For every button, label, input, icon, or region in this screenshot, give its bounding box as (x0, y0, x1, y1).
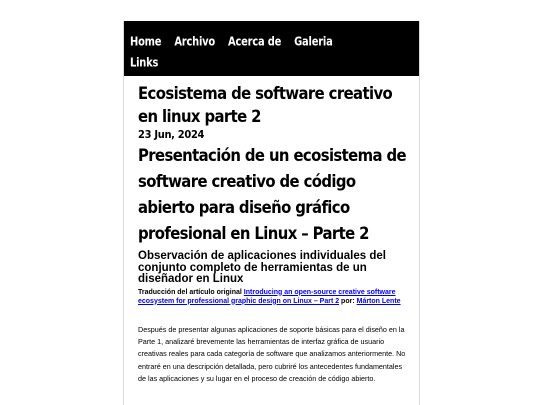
nav-link-archivo[interactable]: Archivo (174, 34, 216, 49)
translation-credit (138, 288, 406, 306)
page-container (123, 21, 420, 405)
credit-prefix: Traducción del artículo original (138, 288, 244, 296)
original-article-link[interactable]: Introducing an open-source creative software ecosystem for professional graphic design on Linux – Part 2 (138, 288, 396, 305)
nav-link-home[interactable]: Home (130, 34, 162, 49)
author-link[interactable]: Márton Lente (356, 297, 401, 305)
nav-row-1 (130, 31, 413, 52)
body-paragraph: Después de presentar algunas aplicaciones de soporte básicas para el diseño en la Parte 1, analizaré brevemente las herramientas de interfaz gráfica de usuario creativas reales para cada categoría de software que analizamos anteriormente. No entraré en una descripción detallada, pero cubriré los antecedentes fundamentales de las aplicaciones y su lugar en el proceso de creación de código abierto. (138, 324, 406, 384)
section-heading: Observación de aplicaciones individuales del conjunto completo de herramientas de un diseñador en Linux (138, 250, 386, 285)
nav-row-2 (130, 52, 413, 73)
post-subtitle: Presentación de un ecosistema de software creativo de código abierto para diseño gráfico profesional en Linux – Parte 2 (138, 146, 406, 243)
nav-link-links[interactable]: Links (130, 55, 159, 70)
post-content (124, 76, 406, 386)
post-date: 23 Jun, 2024 (138, 128, 205, 141)
top-navigation (124, 21, 419, 76)
nav-link-galeria[interactable]: Galeria (294, 34, 333, 49)
post-title: Ecosistema de software creativo en linux parte 2 (138, 84, 393, 126)
credit-by: por: (339, 297, 357, 305)
nav-link-acerca-de[interactable]: Acerca de (228, 34, 282, 49)
